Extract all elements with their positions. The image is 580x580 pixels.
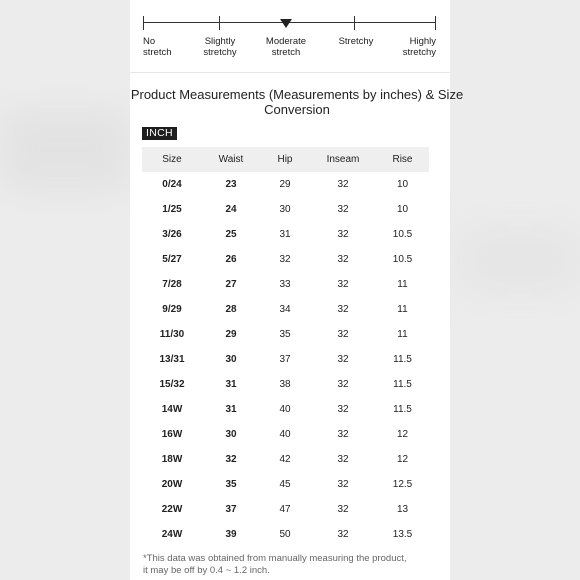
cell-inseam: 32 xyxy=(337,354,349,365)
column-header-hip: Hip xyxy=(260,147,310,172)
cell-inseam: 32 xyxy=(337,254,349,265)
stretch-label-slightly: Slightly stretchy xyxy=(203,36,237,58)
cell-rise: 11 xyxy=(397,304,408,315)
cell-inseam: 32 xyxy=(337,479,349,490)
stretch-tick xyxy=(219,16,220,30)
cell-rise: 13 xyxy=(396,504,409,515)
table-row xyxy=(142,197,429,222)
cell-inseam: 32 xyxy=(337,504,349,515)
cell-hip: 35 xyxy=(279,329,291,340)
cell-hip: 30 xyxy=(279,204,291,215)
cell-hip: 45 xyxy=(279,479,291,490)
unit-badge: INCH xyxy=(142,127,177,140)
cell-inseam: 32 xyxy=(337,179,349,190)
table-row xyxy=(142,222,429,247)
cell-rise: 10.5 xyxy=(392,229,413,240)
cell-waist: 25 xyxy=(225,229,237,240)
cell-inseam: 32 xyxy=(337,529,349,540)
cell-hip: 40 xyxy=(279,429,291,440)
cell-inseam: 32 xyxy=(337,404,349,415)
column-header-inseam: Inseam xyxy=(310,147,376,172)
cell-waist: 30 xyxy=(225,354,237,365)
cell-waist: 39 xyxy=(225,529,237,540)
stretch-scale xyxy=(130,0,450,73)
column-header-waist: Waist xyxy=(202,147,260,172)
stretch-label-stretchy: Stretchy xyxy=(338,36,374,47)
cell-rise: 10 xyxy=(396,204,409,215)
cell-waist: 32 xyxy=(225,454,237,465)
cell-size: 18W xyxy=(161,454,183,465)
cell-size: 20W xyxy=(161,479,183,490)
cell-waist: 23 xyxy=(225,179,237,190)
table-row xyxy=(142,522,429,547)
cell-hip: 50 xyxy=(279,529,291,540)
stretch-tick xyxy=(435,16,436,30)
table-row xyxy=(142,397,429,422)
cell-size: 16W xyxy=(161,429,183,440)
cell-size: 0/24 xyxy=(162,179,182,190)
cell-hip: 37 xyxy=(279,354,291,365)
cell-waist: 28 xyxy=(225,304,237,315)
table-row xyxy=(142,347,429,372)
cell-waist: 30 xyxy=(225,429,237,440)
table-row xyxy=(142,272,429,297)
column-header-rise: Rise xyxy=(376,147,429,172)
table-row xyxy=(142,422,429,447)
cell-hip: 31 xyxy=(279,229,291,240)
cell-waist: 35 xyxy=(225,479,237,490)
cell-size: 22W xyxy=(161,504,183,515)
cell-rise: 12 xyxy=(396,454,409,465)
cell-size: 14W xyxy=(161,404,183,415)
cell-hip: 33 xyxy=(279,279,291,290)
cell-inseam: 32 xyxy=(337,454,349,465)
cell-hip: 29 xyxy=(279,179,291,190)
size-chart-card xyxy=(130,0,464,580)
table-row xyxy=(142,322,429,347)
table-row xyxy=(142,447,429,472)
table-body xyxy=(142,172,429,547)
cell-inseam: 32 xyxy=(337,229,349,240)
cell-rise: 12.5 xyxy=(392,479,413,490)
cell-size: 9/29 xyxy=(162,304,182,315)
cell-inseam: 32 xyxy=(337,279,349,290)
stretch-label-moderate: Moderate stretch xyxy=(265,36,307,58)
cell-size: 3/26 xyxy=(162,229,182,240)
cell-size: 15/32 xyxy=(159,379,185,390)
table-row xyxy=(142,497,429,522)
cell-inseam: 32 xyxy=(337,379,349,390)
table-header-row xyxy=(142,147,429,172)
cell-size: 13/31 xyxy=(159,354,185,365)
cell-rise: 11.5 xyxy=(393,404,412,415)
measurements-table xyxy=(142,147,429,547)
cell-rise: 11.5 xyxy=(393,354,412,365)
cell-rise: 12 xyxy=(396,429,409,440)
cell-waist: 31 xyxy=(225,379,237,390)
cell-rise: 11 xyxy=(397,279,408,290)
stretch-selected-marker-icon xyxy=(280,19,292,28)
cell-rise: 11 xyxy=(397,329,408,340)
table-row xyxy=(142,372,429,397)
table-row xyxy=(142,472,429,497)
cell-inseam: 32 xyxy=(337,304,349,315)
cell-size: 24W xyxy=(161,529,183,540)
cell-rise: 10.5 xyxy=(392,254,413,265)
cell-waist: 37 xyxy=(225,504,237,515)
cell-size: 1/25 xyxy=(162,204,182,215)
cell-rise: 13.5 xyxy=(392,529,413,540)
stretch-tick xyxy=(143,16,144,30)
cell-inseam: 32 xyxy=(337,204,349,215)
table-row xyxy=(142,297,429,322)
stretch-label-highly: Highly stretchy xyxy=(402,36,436,58)
cell-inseam: 32 xyxy=(337,429,349,440)
stretch-label-none: No stretch xyxy=(143,36,172,58)
cell-inseam: 32 xyxy=(337,329,349,340)
background-blur xyxy=(0,110,130,190)
cell-waist: 26 xyxy=(225,254,237,265)
background-blur xyxy=(460,230,580,290)
cell-waist: 24 xyxy=(225,204,237,215)
cell-waist: 27 xyxy=(225,279,237,290)
footnote: *This data was obtained from manually measuring the product, it may be off by 0.4 ~ 1.2 inch. xyxy=(143,553,407,576)
cell-hip: 38 xyxy=(279,379,291,390)
page-title: Product Measurements (Measurements by inches) & Size Conversion xyxy=(130,87,464,117)
column-header-size: Size xyxy=(142,147,202,172)
cell-hip: 40 xyxy=(279,404,291,415)
cell-size: 5/27 xyxy=(162,254,182,265)
table-row xyxy=(142,247,429,272)
cell-rise: 11.5 xyxy=(393,379,412,390)
stretch-tick xyxy=(354,16,355,30)
cell-size: 11/30 xyxy=(159,329,185,340)
cell-hip: 32 xyxy=(279,254,291,265)
cell-waist: 29 xyxy=(225,329,237,340)
cell-hip: 42 xyxy=(279,454,291,465)
cell-size: 7/28 xyxy=(162,279,182,290)
cell-hip: 47 xyxy=(279,504,291,515)
table-row xyxy=(142,172,429,197)
cell-waist: 31 xyxy=(225,404,237,415)
cell-hip: 34 xyxy=(279,304,291,315)
cell-rise: 10 xyxy=(396,179,409,190)
